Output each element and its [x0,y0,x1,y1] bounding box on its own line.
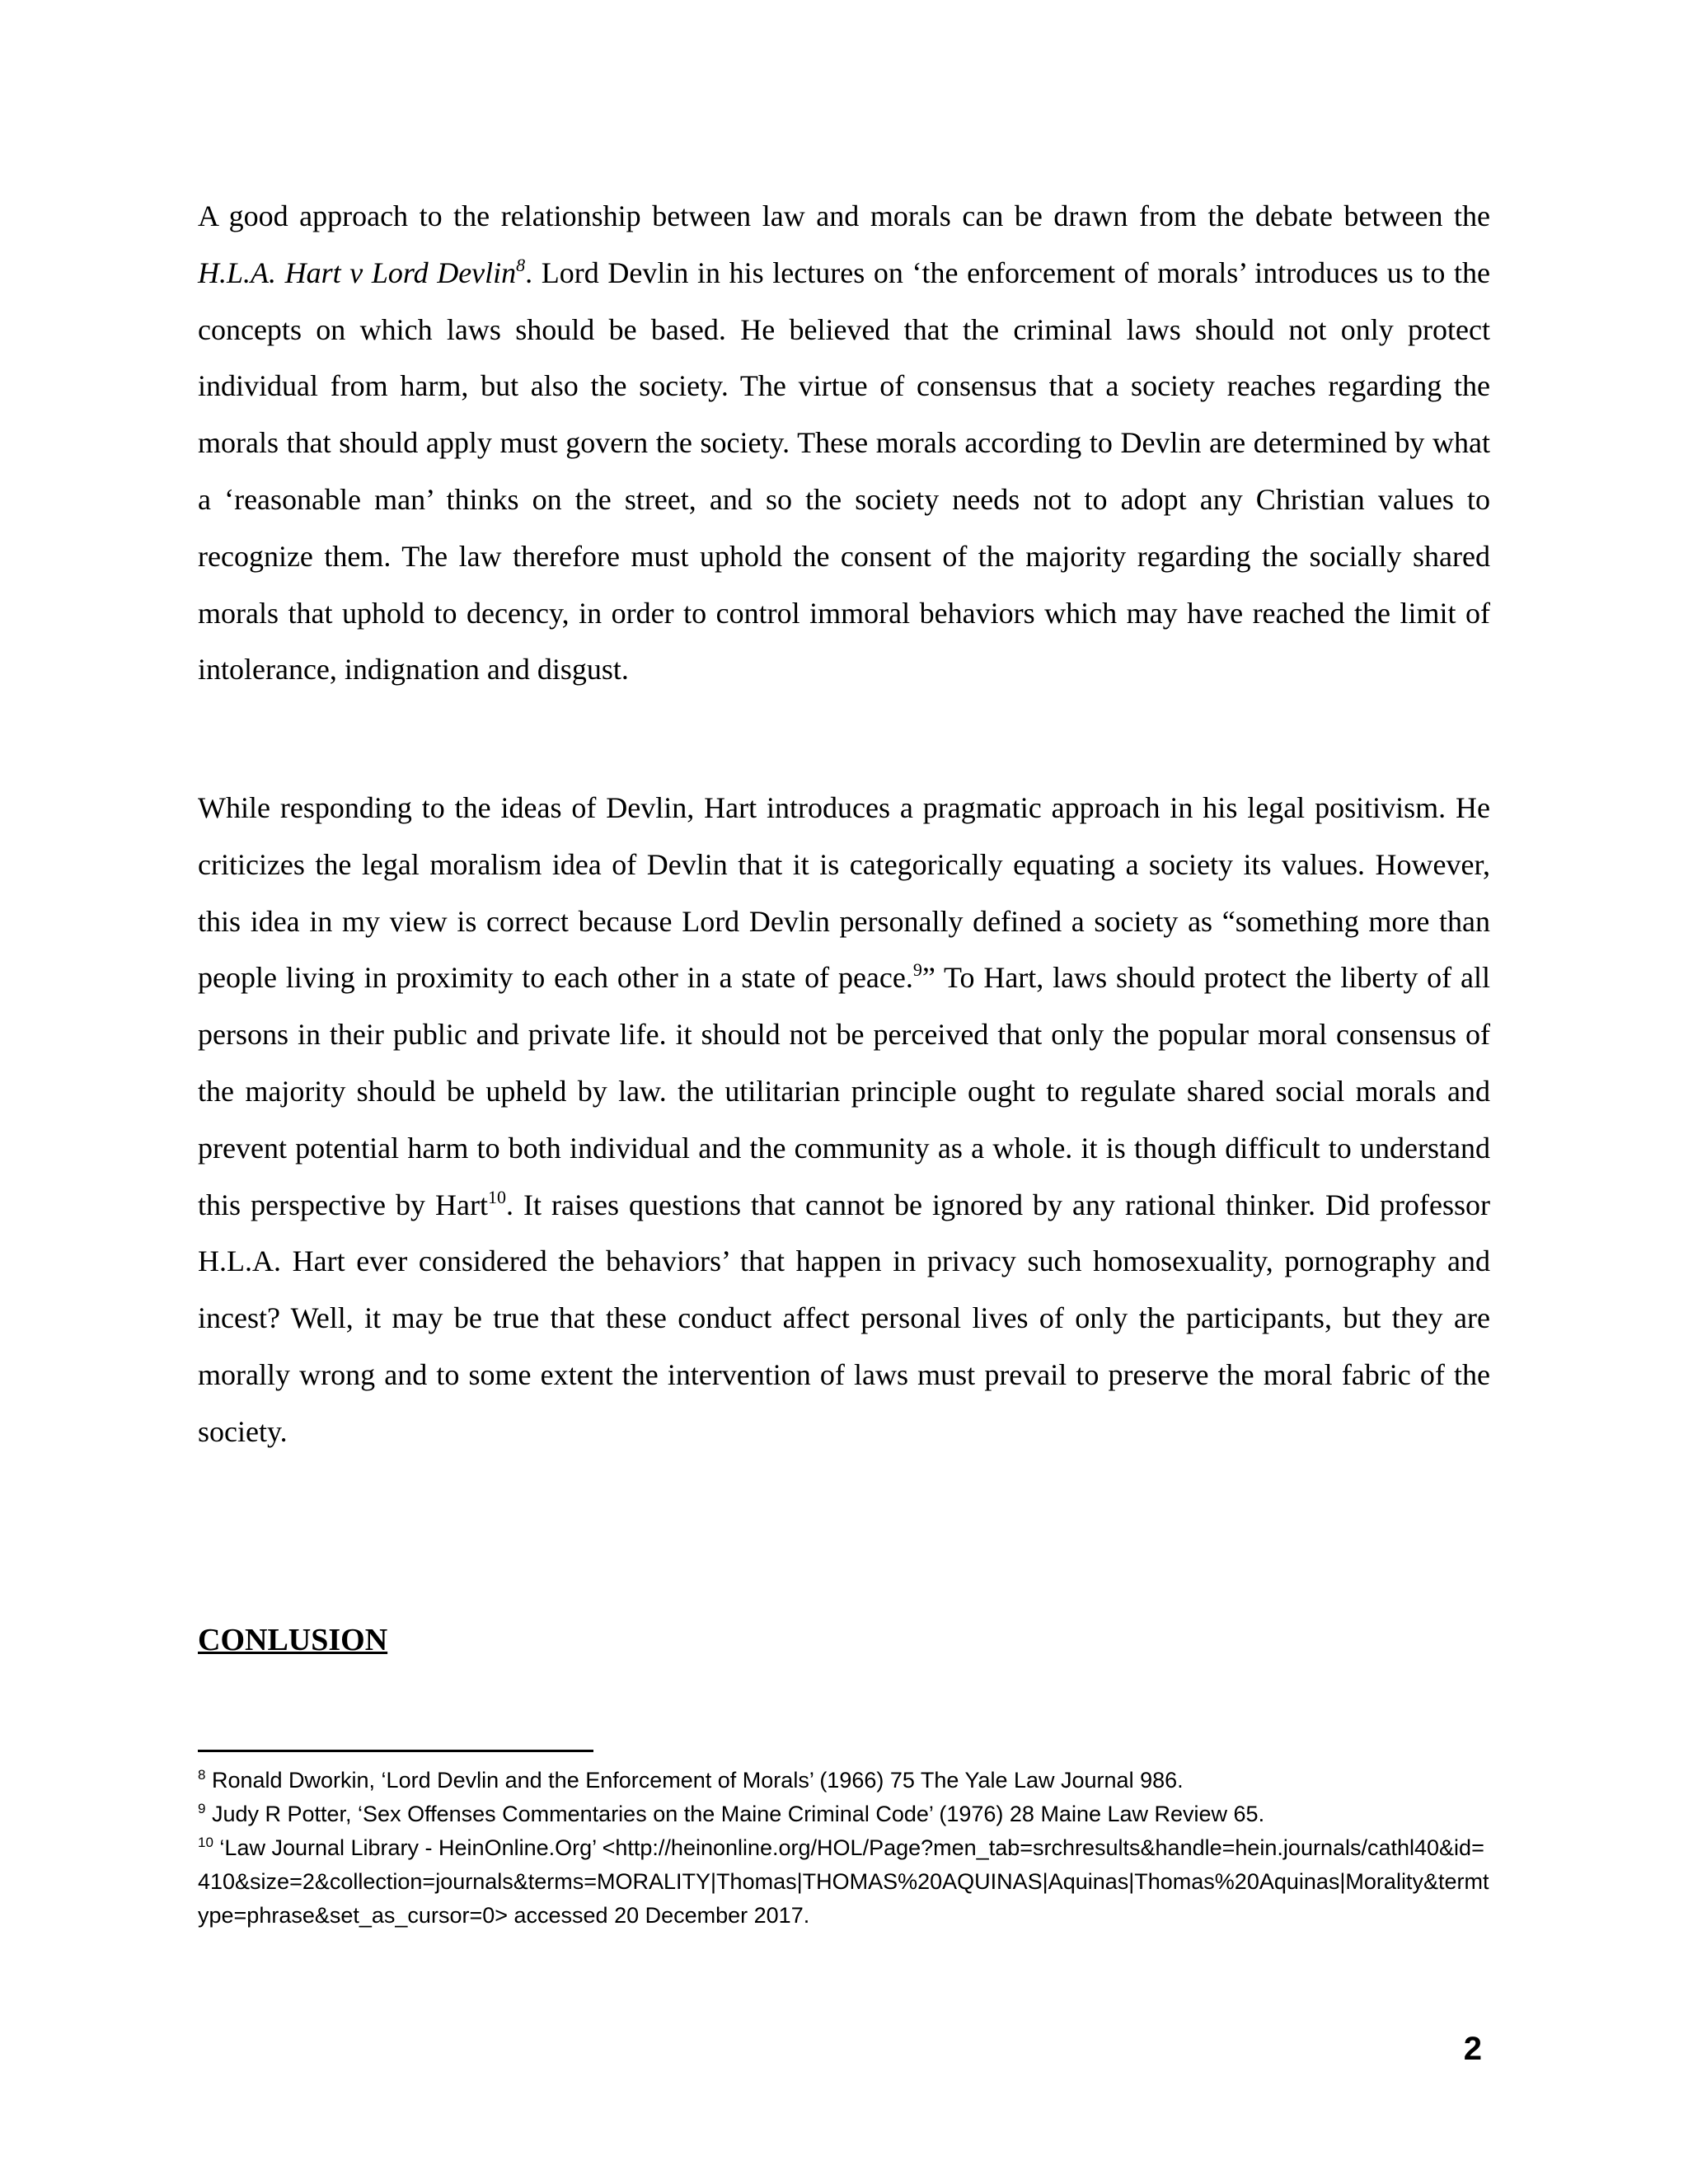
footnote-number: 8 [198,1767,206,1783]
paragraph-text: While responding to the ideas of Devlin, Hart introduces a pragmatic approach in his legal positivism. He criticizes the legal moralism idea of Devlin that it is categorically equating a society its values. However, this idea in my view is correct because Lord Devlin personally defined a society as “something more than people living in proximity to each other in a state of peace. [198,791,1490,995]
footnote-separator [198,1750,593,1752]
body-paragraph-1 [198,188,1490,698]
paragraph-text: ” To Hart, laws should protect the liberty of all persons in their public and private life. it should not be perceived that only the popular moral consensus of the majority should be upheld by law. the utilitarian principle ought to regulate shared social morals and prevent potential harm to both individual and the community as a whole. it is though difficult to understand this perspective by Hart [198,961,1490,1221]
footnote-number: 9 [198,1801,206,1816]
footnote-8 [198,1764,1490,1797]
paragraph-text: A good approach to the relationship between law and morals can be drawn from the debate between the [198,199,1490,232]
case-name: H.L.A. Hart v Lord Devlin [198,255,517,289]
page-number: 2 [1463,2031,1482,2067]
footnote-10 [198,1831,1490,1933]
footnote-9 [198,1797,1490,1831]
paragraph-text: . It raises questions that cannot be ignored by any rational thinker. Did professor H.L.A. Hart ever considered the behaviors’ that happen in privacy such homosexuality, pornography and incest? Well, it may be true that these conduct affect personal lives of only the participants, but they are morally wrong and to some extent the intervention of laws must prevail to preserve the moral fabric of the society. [198,1188,1490,1448]
footnote-ref-8: 8 [516,254,526,275]
footnote-text: Judy R Potter, ‘Sex Offenses Commentaries on the Maine Criminal Code’ (1976) 28 Maine Law Review 65. [205,1802,1265,1826]
footnote-text: ‘Law Journal Library - HeinOnline.Org’ <http://heinonline.org/HOL/Page?men_tab=srchresults&handle=hein.journals/cathl40&id=410&size=2&collection=journals&terms=MORALITY|Thomas|THOMAS%20AQUINAS|Aquinas|Thomas%20Aquinas|Morality&termtype=phrase&set_as_cursor=0> accessed 20 December 2017. [198,1835,1489,1928]
paragraph-text: . Lord Devlin in his lectures on ‘the enforcement of morals’ introduces us to the concepts on which laws should be based. He believed that the criminal laws should not only protect individual from harm, but also the society. The virtue of consensus that a society reaches regarding the morals that should apply must govern the society. These morals according to Devlin are determined by what a ‘reasonable man’ thinks on the street, and so the society needs not to adopt any Christian values to recognize them. The law therefore must uphold the consent of the majority regarding the socially shared morals that uphold to decency, in order to control immoral behaviors which may have reached the limit of intolerance, indignation and disgust. [198,255,1490,687]
footnote-number: 10 [198,1835,213,1850]
footnote-text: Ronald Dworkin, ‘Lord Devlin and the Enforcement of Morals’ (1966) 75 The Yale Law Journal 986. [205,1768,1184,1793]
footnotes [198,1764,1490,1933]
footnote-ref-9: 9 [912,959,922,981]
section-heading: CONLUSION [198,1623,388,1657]
body-paragraph-2 [198,780,1490,1460]
footnote-ref-10: 10 [487,1186,506,1207]
